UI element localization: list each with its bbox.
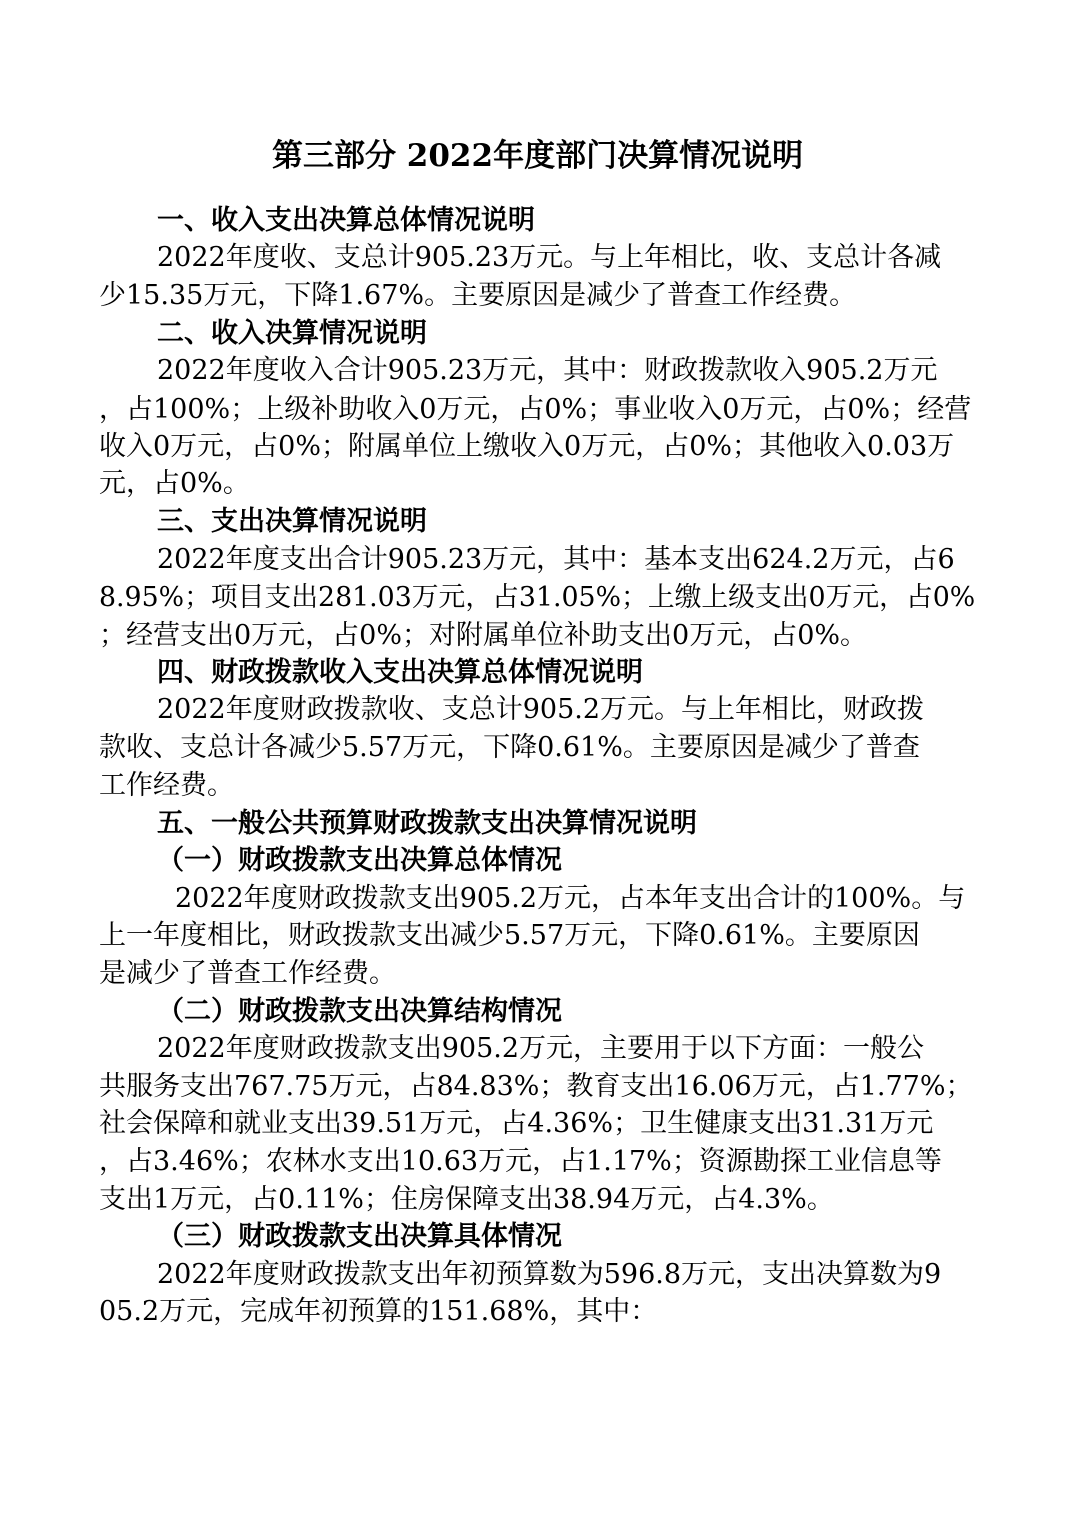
- paragraph-line: 2022年度收、支总计905.23万元。与上年相比，收、支总计各减: [157, 242, 942, 273]
- paragraph-line: ，占3.46%；农林水支出10.63万元，占1.17%；资源勘探工业信息等: [99, 1146, 942, 1177]
- paragraph-line: 05.2万元，完成年初预算的151.68%，其中：: [99, 1296, 658, 1327]
- subsection-heading: （三）财政拨款支出决算具体情况: [157, 1221, 562, 1252]
- section-heading: 五、一般公共预算财政拨款支出决算情况说明: [157, 808, 697, 839]
- paragraph-line: ；经营支出0万元，占0%；对附属单位补助支出0万元，占0%。: [99, 620, 868, 651]
- section-heading: 四、财政拨款收入支出决算总体情况说明: [157, 657, 643, 688]
- subsection-heading: （一）财政拨款支出决算总体情况: [157, 845, 562, 876]
- page-title: 第三部分 2022年度部门决算情况说明: [272, 138, 804, 174]
- paragraph-line: 2022年度财政拨款支出年初预算数为596.8万元，支出决算数为9: [157, 1259, 942, 1290]
- paragraph-line: 工作经费。: [99, 770, 234, 801]
- section-heading: 三、支出决算情况说明: [157, 506, 427, 537]
- paragraph-line: 共服务支出767.75万元，占84.83%；教育支出16.06万元，占1.77%；: [99, 1071, 973, 1102]
- paragraph-line: 8.95%；项目支出281.03万元，占31.05%；上缴上级支出0万元，占0%: [99, 582, 976, 613]
- paragraph-line: 2022年度财政拨款支出905.2万元，主要用于以下方面：一般公: [157, 1033, 925, 1064]
- paragraph-line: 少15.35万元，下降1.67%。主要原因是减少了普查工作经费。: [99, 280, 857, 311]
- subsection-heading: （二）财政拨款支出决算结构情况: [157, 996, 562, 1027]
- paragraph-line: 款收、支总计各减少5.57万元，下降0.61%。主要原因是减少了普查: [99, 732, 920, 763]
- paragraph-line: 2022年度财政拨款收、支总计905.2万元。与上年相比，财政拨: [157, 694, 925, 725]
- paragraph-line: ，占100%；上级补助收入0万元，占0%；事业收入0万元，占0%；经营: [99, 394, 972, 425]
- section-heading: 一、收入支出决算总体情况说明: [157, 205, 535, 236]
- section-heading: 二、收入决算情况说明: [157, 318, 427, 349]
- paragraph-line: 元，占0%。: [99, 468, 250, 499]
- paragraph-line: 收入0万元，占0%；附属单位上缴收入0万元，占0%；其他收入0.03万: [99, 431, 955, 462]
- paragraph-line: 2022年度支出合计905.23万元，其中：基本支出624.2万元，占6: [157, 544, 955, 575]
- paragraph-line: 社会保障和就业支出39.51万元，占4.36%；卫生健康支出31.31万元: [99, 1108, 934, 1139]
- paragraph-line: 是减少了普查工作经费。: [99, 958, 396, 989]
- paragraph-line: 2022年度收入合计905.23万元，其中：财政拨款收入905.2万元: [157, 355, 938, 386]
- paragraph-line: 支出1万元，占0.11%；住房保障支出38.94万元，占4.3%。: [99, 1184, 834, 1215]
- paragraph-line: 2022年度财政拨款支出905.2万元，占本年支出合计的100%。与: [175, 883, 966, 914]
- paragraph-line: 上一年度相比，财政拨款支出减少5.57万元，下降0.61%。主要原因: [99, 920, 920, 951]
